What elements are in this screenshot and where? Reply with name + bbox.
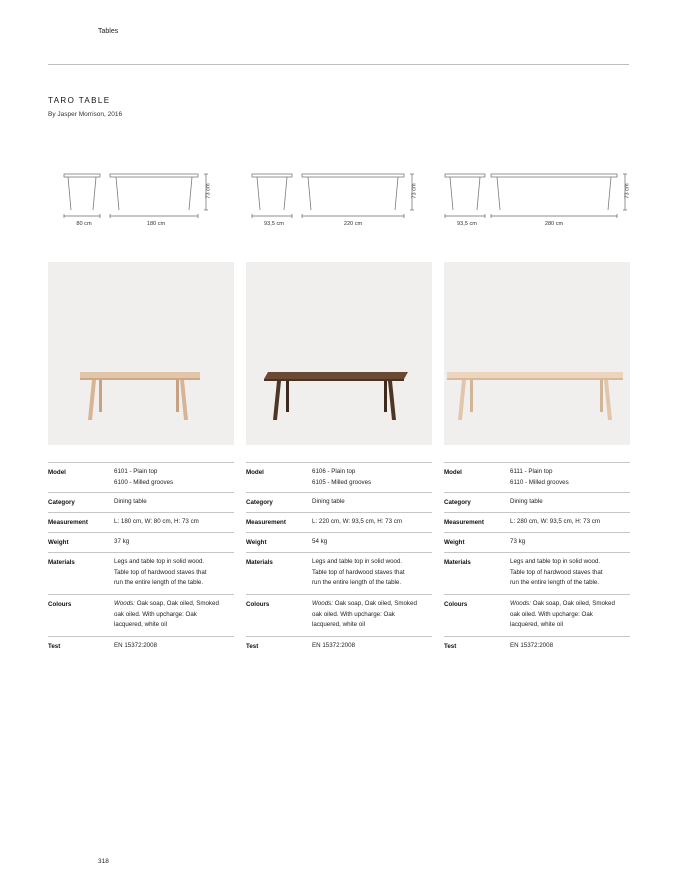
spec-value: Woods: Oak soap, Oak oiled, Smoked oak oiled. With upcharge: Oak lacquered, white oil xyxy=(312,600,417,628)
spec-key: Weight xyxy=(48,539,69,546)
spec-value: Legs and table top in solid wood. Table top of hardwood staves that run the entire length of the table. xyxy=(510,558,603,586)
spec-row-test xyxy=(444,636,630,656)
length-label: 220 cm xyxy=(343,221,363,227)
end-width-label: 93,5 cm xyxy=(457,221,477,227)
spec-value: Legs and table top in solid wood. Table top of hardwood staves that run the entire length of the table. xyxy=(114,558,207,586)
length-label: 280 cm xyxy=(544,221,564,227)
spec-key: Test xyxy=(246,643,259,650)
spec-key: Model xyxy=(246,469,264,476)
height-label: 73 cm xyxy=(411,183,418,199)
product-photo-2 xyxy=(246,262,432,445)
spec-row-measurement xyxy=(246,512,432,532)
product-title: TARO TABLE xyxy=(48,96,111,105)
spec-row-weight xyxy=(48,532,234,552)
spec-value: 6101 - Plain top 6100 - Milled grooves xyxy=(114,468,174,486)
spec-value: L: 280 cm, W: 93,5 cm, H: 73 cm xyxy=(510,518,600,525)
spec-key: Model xyxy=(48,469,66,476)
spec-row-model xyxy=(444,462,630,492)
end-width-label: 93,5 cm xyxy=(264,221,284,227)
drawing-3 xyxy=(443,168,635,234)
length-label: 180 cm xyxy=(146,221,166,227)
spec-value: Dining table xyxy=(312,498,345,505)
product-photo-3 xyxy=(444,262,630,445)
spec-value: Legs and table top in solid wood. Table top of hardwood staves that run the entire length of the table. xyxy=(312,558,405,586)
spec-key: Measurement xyxy=(48,519,88,526)
spec-key: Weight xyxy=(246,539,267,546)
height-label: 73 cm xyxy=(624,183,631,199)
spec-row-materials xyxy=(246,552,432,594)
spec-key: Materials xyxy=(48,559,75,566)
spec-table-1 xyxy=(48,462,234,656)
spec-key: Materials xyxy=(246,559,273,566)
spec-row-category xyxy=(48,492,234,512)
spec-row-model xyxy=(48,462,234,492)
spec-row-category xyxy=(246,492,432,512)
spec-key: Category xyxy=(246,499,273,506)
spec-row-materials xyxy=(444,552,630,594)
spec-key: Test xyxy=(444,643,457,650)
spec-value: 6111 - Plain top 6110 - Milled grooves xyxy=(510,468,569,486)
product-subtitle: By Jasper Morrison, 2016 xyxy=(48,111,123,118)
spec-row-materials xyxy=(48,552,234,594)
spec-value: EN 15372:2008 xyxy=(510,642,554,649)
drawing-1 xyxy=(62,168,222,234)
spec-key: Model xyxy=(444,469,462,476)
spec-row-colours xyxy=(48,594,234,636)
table-image xyxy=(246,262,432,445)
spec-row-measurement xyxy=(48,512,234,532)
spec-key: Materials xyxy=(444,559,471,566)
spec-row-weight xyxy=(444,532,630,552)
spec-value: EN 15372:2008 xyxy=(114,642,158,649)
spec-key: Colours xyxy=(444,601,468,608)
spec-table-2 xyxy=(246,462,432,656)
spec-key: Test xyxy=(48,643,61,650)
spec-row-test xyxy=(48,636,234,656)
spec-row-test xyxy=(246,636,432,656)
page-number: 318 xyxy=(98,858,109,865)
spec-value: L: 180 cm, W: 80 cm, H: 73 cm xyxy=(114,518,199,525)
end-width-label: 80 cm xyxy=(76,221,92,227)
spec-row-model xyxy=(246,462,432,492)
spec-value: Dining table xyxy=(114,498,147,505)
spec-row-weight xyxy=(246,532,432,552)
section-label: Tables xyxy=(98,28,119,35)
drawing-2 xyxy=(250,168,430,234)
table-image xyxy=(444,262,630,445)
height-label: 73 cm xyxy=(205,183,212,199)
spec-row-measurement xyxy=(444,512,630,532)
spec-key: Measurement xyxy=(444,519,484,526)
spec-value: 37 kg xyxy=(114,538,130,545)
table-image xyxy=(48,262,234,445)
spec-value: 54 kg xyxy=(312,538,328,545)
spec-key: Category xyxy=(48,499,75,506)
spec-value: 73 kg xyxy=(510,538,526,545)
spec-value: L: 220 cm, W: 93,5 cm, H: 73 cm xyxy=(312,518,402,525)
spec-table-3 xyxy=(444,462,630,656)
spec-row-colours xyxy=(246,594,432,636)
spec-value: 6106 - Plain top 6105 - Milled grooves xyxy=(312,468,372,486)
spec-value: EN 15372:2008 xyxy=(312,642,356,649)
spec-value: Woods: Oak soap, Oak oiled, Smoked oak oiled. With upcharge: Oak lacquered, white oil xyxy=(510,600,615,628)
product-photo-1 xyxy=(48,262,234,445)
spec-value: Dining table xyxy=(510,498,543,505)
spec-row-category xyxy=(444,492,630,512)
spec-key: Colours xyxy=(48,601,72,608)
spec-row-colours xyxy=(444,594,630,636)
header-divider xyxy=(48,64,629,65)
spec-key: Category xyxy=(444,499,471,506)
spec-key: Colours xyxy=(246,601,270,608)
spec-key: Weight xyxy=(444,539,465,546)
spec-key: Measurement xyxy=(246,519,286,526)
spec-value: Woods: Oak soap, Oak oiled, Smoked oak oiled. With upcharge: Oak lacquered, white oil xyxy=(114,600,219,628)
